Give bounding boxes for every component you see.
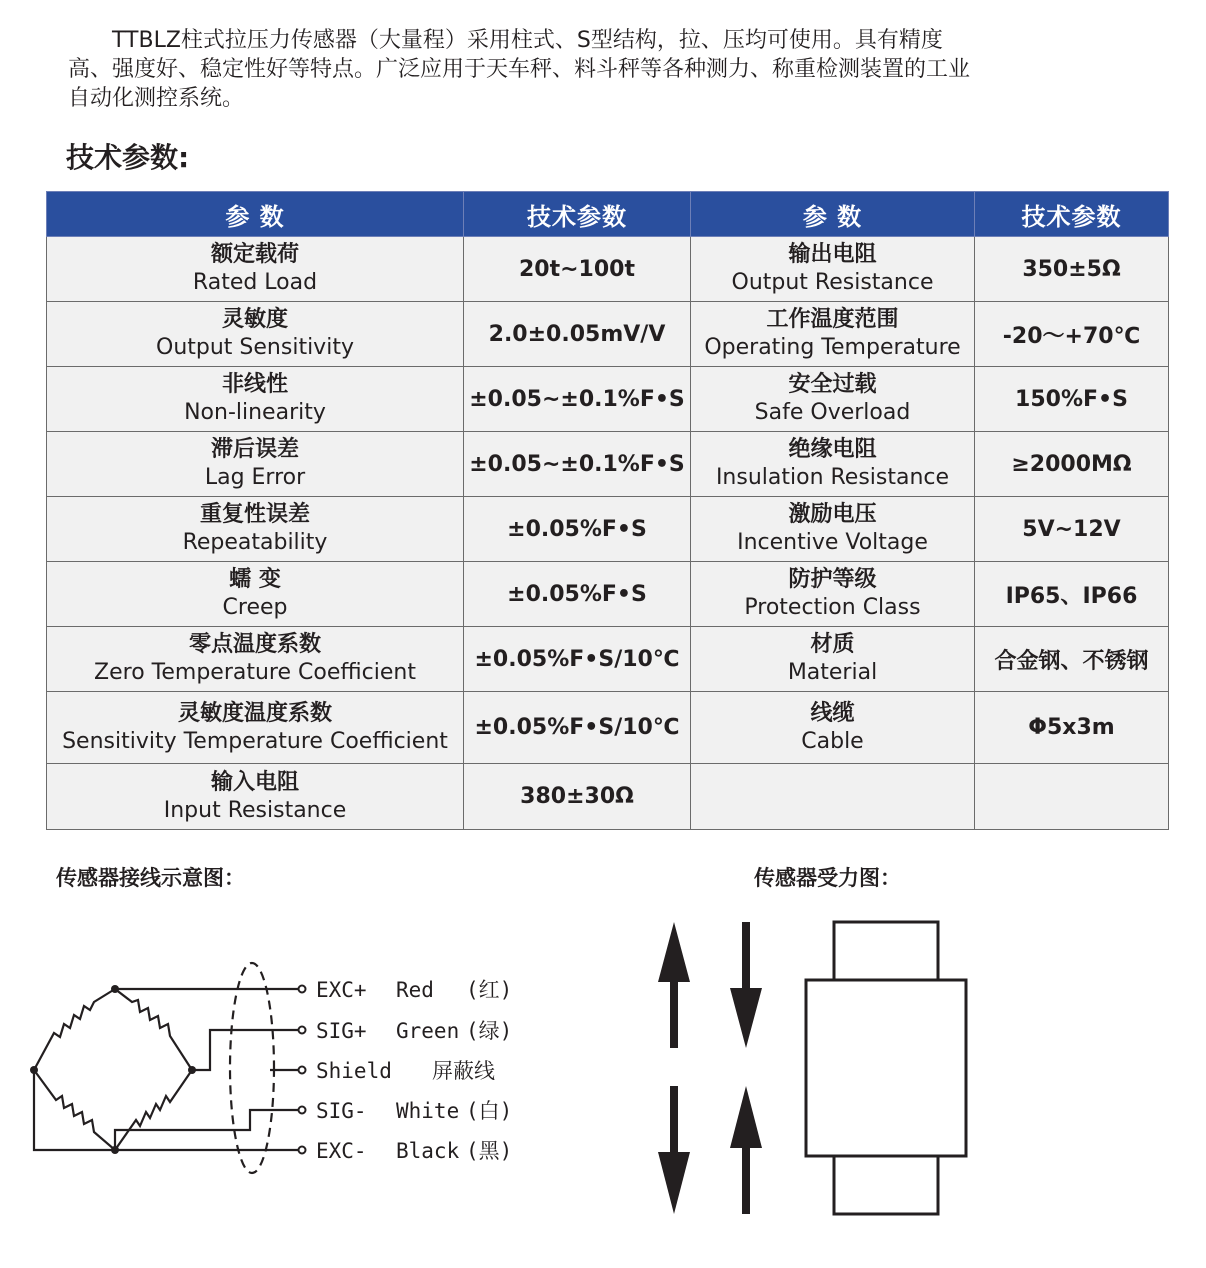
param-name-zh: 零点温度系数 bbox=[188, 632, 321, 657]
header-param-2: 参 数 bbox=[691, 192, 975, 237]
force-caption: 传感器受力图： bbox=[754, 866, 901, 890]
arrow-up-icon bbox=[658, 922, 690, 1048]
param-value: -20～+70℃ bbox=[975, 302, 1169, 367]
param-name-zh: 灵敏度温度系数 bbox=[177, 700, 332, 726]
param-name-en: Output Resistance bbox=[731, 270, 934, 295]
param-value: 380±30Ω bbox=[464, 764, 691, 830]
param-name-en: Creep bbox=[222, 595, 288, 620]
param-cell bbox=[47, 497, 464, 562]
param-value: ±0.05~±0.1%F•S bbox=[464, 367, 691, 432]
bridge-arm-top-left bbox=[34, 989, 115, 1070]
param-name-en: Cable bbox=[801, 728, 864, 754]
intro-line-2: 高、强度好、稳定性好等特点。广泛应用于天车秤、料斗秤等各种测力、称重检测装置的工业 bbox=[68, 57, 971, 82]
param-value: IP65、IP66 bbox=[975, 562, 1169, 627]
param-cell bbox=[47, 764, 464, 830]
bridge-arm-bottom-right bbox=[115, 1070, 192, 1150]
wiring-diagram bbox=[20, 950, 540, 1210]
param-name-en: Rated Load bbox=[192, 270, 318, 295]
param-value: ±0.05%F•S/10℃ bbox=[464, 627, 691, 692]
param-cell bbox=[691, 432, 975, 497]
param-value bbox=[975, 764, 1169, 830]
table-row bbox=[47, 302, 1169, 367]
header-value-2: 技术参数 bbox=[975, 192, 1169, 237]
param-name-zh: 工作温度范围 bbox=[766, 307, 899, 332]
param-value: 350±5Ω bbox=[975, 237, 1169, 302]
wire-label-color: Green bbox=[396, 1019, 460, 1043]
wire-label-color: Red bbox=[396, 978, 434, 1002]
param-cell bbox=[47, 367, 464, 432]
param-name-en: Operating Temperature bbox=[704, 335, 961, 360]
param-cell bbox=[47, 302, 464, 367]
wire-label-color: Black bbox=[396, 1139, 460, 1163]
wire-label-signal: SIG+ bbox=[316, 1019, 367, 1043]
table-row bbox=[47, 562, 1169, 627]
terminal-shield bbox=[299, 1067, 306, 1074]
param-cell bbox=[691, 302, 975, 367]
param-value: ±0.05%F•S bbox=[464, 497, 691, 562]
param-name-en: Safe Overload bbox=[754, 400, 911, 425]
wire-label-signal: EXC- bbox=[316, 1139, 367, 1163]
wire-label-signal: SIG- bbox=[316, 1099, 367, 1123]
param-name-zh: 灵敏度 bbox=[221, 307, 288, 332]
terminal-sig-plus bbox=[299, 1027, 306, 1034]
param-name-zh: 防护等级 bbox=[788, 567, 877, 592]
section-title: 技术参数: bbox=[66, 141, 190, 174]
table-row bbox=[47, 764, 1169, 830]
param-name-en: Protection Class bbox=[744, 595, 921, 620]
spec-table bbox=[46, 191, 1169, 830]
wire-label-signal: EXC+ bbox=[316, 978, 367, 1002]
header-param-1: 参 数 bbox=[47, 192, 464, 237]
table-row bbox=[47, 432, 1169, 497]
param-value: 5V~12V bbox=[975, 497, 1169, 562]
param-value: Φ5x3m bbox=[975, 692, 1169, 764]
sensor-body bbox=[806, 980, 966, 1156]
wire-label-zh: 屏蔽线 bbox=[432, 1059, 495, 1083]
param-cell bbox=[691, 627, 975, 692]
param-cell bbox=[691, 764, 975, 830]
param-name-en: Insulation Resistance bbox=[715, 465, 950, 490]
param-value: 20t~100t bbox=[464, 237, 691, 302]
shield-ellipse bbox=[230, 963, 274, 1173]
arrow-up-icon bbox=[730, 1086, 762, 1214]
param-name-en: Material bbox=[787, 660, 878, 685]
wire-label-color: White bbox=[396, 1099, 460, 1123]
param-cell bbox=[47, 627, 464, 692]
param-value: 2.0±0.05mV/V bbox=[464, 302, 691, 367]
param-name-en: Non-linearity bbox=[184, 400, 326, 425]
force-diagram bbox=[640, 910, 980, 1230]
param-name-zh: 滞后误差 bbox=[210, 437, 299, 462]
intro-line-1: TTBLZ柱式拉压力传感器（大量程）采用柱式、S型结构，拉、压均可使用。具有精度 bbox=[112, 28, 943, 53]
param-name-en: Input Resistance bbox=[163, 797, 347, 823]
param-name-en: Repeatability bbox=[182, 530, 328, 555]
intro-paragraph bbox=[68, 26, 1078, 113]
param-cell bbox=[691, 562, 975, 627]
wire-sig-plus-line bbox=[192, 1030, 300, 1070]
param-value: ±0.05%F•S/10℃ bbox=[464, 692, 691, 764]
sensor-top-cap bbox=[834, 922, 938, 980]
param-name-en: Output Sensitivity bbox=[156, 335, 354, 360]
param-name-zh: 蠕 变 bbox=[229, 567, 281, 592]
bridge-arm-bottom-left bbox=[34, 1070, 115, 1150]
param-name-en: Sensitivity Temperature Coefficient bbox=[62, 728, 448, 754]
param-cell bbox=[691, 692, 975, 764]
param-name-en: Lag Error bbox=[204, 465, 306, 490]
table-row bbox=[47, 497, 1169, 562]
param-name-zh: 额定载荷 bbox=[210, 242, 299, 267]
param-value: ±0.05~±0.1%F•S bbox=[464, 432, 691, 497]
param-cell bbox=[691, 497, 975, 562]
terminal-exc-plus bbox=[299, 986, 306, 993]
wire-label-signal: Shield bbox=[316, 1059, 392, 1083]
bridge-arm-top-right bbox=[115, 989, 192, 1070]
spec-table-header bbox=[47, 192, 1169, 237]
table-row bbox=[47, 237, 1169, 302]
table-row bbox=[47, 627, 1169, 692]
param-cell bbox=[47, 432, 464, 497]
wire-label-zh: (黑) bbox=[466, 1139, 513, 1163]
param-value: 150%F•S bbox=[975, 367, 1169, 432]
param-cell bbox=[47, 562, 464, 627]
table-row bbox=[47, 367, 1169, 432]
wire-label-zh: (绿) bbox=[466, 1019, 513, 1043]
terminal-exc-minus bbox=[299, 1147, 306, 1154]
wire-label-zh: (白) bbox=[466, 1099, 513, 1123]
param-cell bbox=[47, 692, 464, 764]
param-name-zh: 输入电阻 bbox=[210, 769, 299, 795]
param-name-en: Zero Temperature Coefficient bbox=[94, 660, 416, 685]
param-cell bbox=[47, 237, 464, 302]
param-name-zh: 输出电阻 bbox=[788, 242, 877, 267]
param-name-zh: 绝缘电阻 bbox=[788, 437, 877, 462]
sensor-bottom-cap bbox=[834, 1156, 938, 1214]
param-name-zh: 激励电压 bbox=[788, 502, 877, 527]
param-name-zh: 非线性 bbox=[221, 372, 288, 397]
param-value: 合金钢、不锈钢 bbox=[975, 627, 1169, 692]
intro-line-3: 自动化测控系统。 bbox=[68, 86, 245, 111]
param-cell bbox=[691, 367, 975, 432]
param-name-zh: 安全过载 bbox=[788, 372, 877, 397]
param-cell bbox=[691, 237, 975, 302]
arrow-down-icon bbox=[658, 1086, 690, 1214]
param-name-zh: 重复性误差 bbox=[199, 502, 310, 527]
param-name-en: Incentive Voltage bbox=[737, 530, 928, 555]
wire-label-zh: (红) bbox=[466, 978, 513, 1002]
table-row bbox=[47, 692, 1169, 764]
param-value: ≥2000MΩ bbox=[975, 432, 1169, 497]
arrow-down-icon bbox=[730, 922, 762, 1048]
wiring-caption: 传感器接线示意图： bbox=[56, 866, 245, 890]
terminal-sig-minus bbox=[299, 1107, 306, 1114]
param-value: ±0.05%F•S bbox=[464, 562, 691, 627]
param-name-zh: 材质 bbox=[810, 632, 855, 657]
header-value-1: 技术参数 bbox=[464, 192, 691, 237]
param-name-zh: 线缆 bbox=[810, 700, 855, 726]
